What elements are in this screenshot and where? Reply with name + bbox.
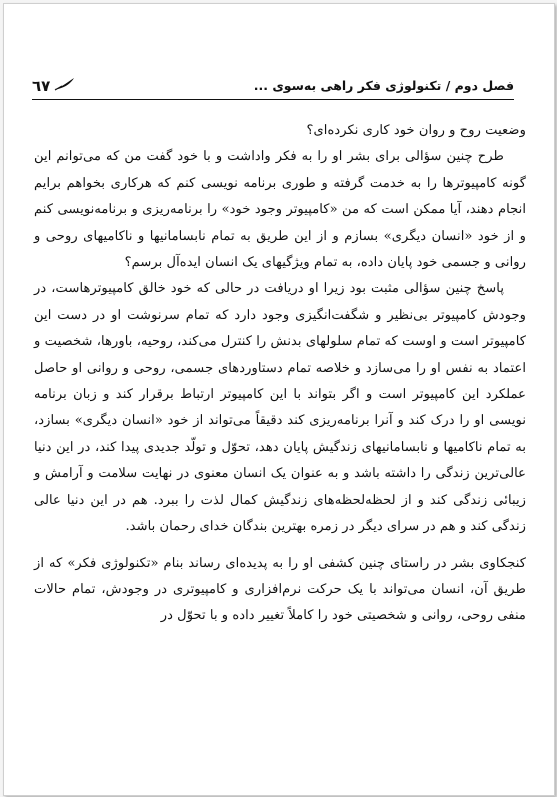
page-number: ٦٧ [32, 76, 51, 95]
paragraph-2: طرح چنین سؤالی برای بشر او را به فکر واداشت و با خود گفت من که می‌توانم این گونه کامپیوترها را به خدمت گرفته و طوری برنامه نویسی کنم که هرکاری بخواهم برایم انجام دهند، آیا ممکن است که من «کامپیوتر وجود خود» را برنامه‌ریزی و برنامه‌نویسی کنم و از خود «انسان دیگری» بسازم و از این طریق به تمام نابسامانیها و ناکامیهای روحی و روانی و جسمی خود پایان داده، به تمام ویژگیهای یک انسان ایده‌آل برسم؟ [34, 149, 526, 271]
page-number-group [32, 76, 76, 95]
paragraph-1: وضعیت روح و روان خود کاری نکرده‌ای؟ [306, 123, 526, 138]
paragraph-3: پاسخ چنین سؤالی مثبت بود زیرا او دریافت در حالی که خود خالق کامپیوترهاست، در وجودش کامپیوتر بی‌نظیر و شگفت‌انگیزی وجود دارد که تمام سرنوشت او در دست این کامپیوتر است و اوست که تمام سلولهای بدنش را کنترل می‌کند، روحیه، باورها، شخصیت و اعتماد به نفس او را می‌سازد و خلاصه تمام دستاوردهای جسمی، روحی و روانی او حاصل عملکرد این کامپیوتر است و اگر بتواند با این کامپیوتر ارتباط برقرار کند و زبان برنامه نویسی او را درک کند و آنرا برنامه‌ریزی کند دقیقاً می‌تواند از خود «انسان دیگری» بسازد، به تمام ناکامیها و نابسامانیهای زندگیش پایان دهد، تحوّل و تولّد جدیدی پیدا کند، در این دنیا عالی‌ترین زندگی را داشته باشد و به عنوان یک انسان معنوی در نهایت سلامت و آرامش و زیبائی زندگی کند و از لحظه‌لحظه‌های زندگیش کمال لذت را ببرد. هم در این دنیا عالی زندگی کند و هم در سرای دیگر در زمره بهترین بندگان خدای رحمان باشد. [34, 281, 526, 535]
book-page [3, 3, 555, 796]
paragraph-4: کنجکاوی بشر در راستای چنین کشفی او را به پدیده‌ای رساند بنام «تکنولوژی فکر» که از طریق آن، انسان می‌تواند با یک حرکت نرم‌افزاری و کامپیوتری در وجودش، تمام حالات منفی روحی، روانی و شخصیتی خود را کاملاً تغییر داده و با تحوّل در [34, 555, 526, 624]
page-body [34, 118, 526, 630]
quill-pen-icon [54, 76, 76, 95]
header-divider [32, 99, 514, 100]
chapter-title: فصل دوم / تکنولوژی فکر راهی به‌سوی ... [253, 78, 514, 93]
running-header [32, 72, 514, 102]
